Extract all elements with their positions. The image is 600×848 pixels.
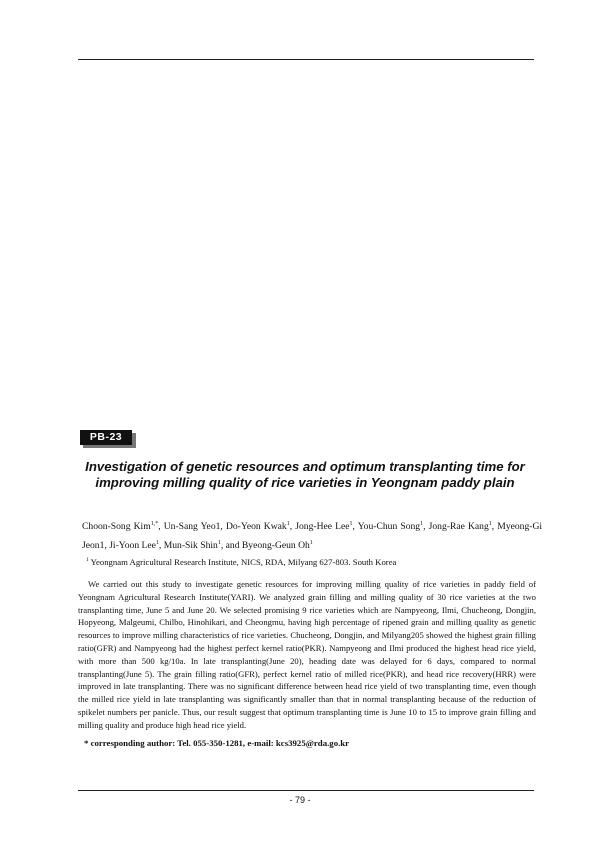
session-badge: PB-23 bbox=[80, 430, 132, 445]
affiliation bbox=[86, 556, 526, 568]
author-affiliation-mark: 1 bbox=[420, 520, 424, 527]
author-name: Myeong-Gi Jeon1 bbox=[82, 521, 543, 551]
affiliation-text: Yeongnam Agricultural Research Institute, NICS, RDA, Milyang 627-803. South Korea bbox=[90, 557, 397, 567]
author-affiliation-mark: 1 bbox=[309, 539, 313, 546]
author-name: Byeong-Geun Oh bbox=[241, 540, 310, 551]
top-rule bbox=[78, 59, 534, 60]
author-affiliation-mark: 1 bbox=[488, 520, 492, 527]
author-name: Do-Yeon Kwak bbox=[225, 521, 287, 532]
author-name: Choon-Song Kim bbox=[82, 521, 151, 532]
author-name: Jong-Hee Lee bbox=[295, 521, 350, 532]
paper-title: Investigation of genetic resources and optimum transplanting time for improving milling quality of rice varieties in Yeongnam paddy plain bbox=[85, 459, 525, 490]
author-affiliation-mark: 1 bbox=[217, 539, 221, 546]
author-list: Choon-Song Kim$^{1,*}$, Un-Sang Yeo1, Do-Yeon Kwak$^1$, Jong-Hee Lee$^1$, You-Chun Song$^1$, Jong-Rae Kang$^1$, Myeong-Gi Jeon1, Ji-Yoon Lee$^1$, Mun-Sik Shin$^1$, and Byeong-Geun Oh$^1$ bbox=[82, 520, 543, 551]
author-affiliation-mark: 1 bbox=[286, 520, 290, 527]
badge-shadow bbox=[83, 445, 136, 448]
author-name: Ji-Yoon Lee bbox=[109, 540, 156, 551]
author-affiliation-mark: 1 bbox=[349, 520, 353, 527]
affiliation-mark: 1 bbox=[86, 557, 89, 564]
author-affiliation-mark: 1,* bbox=[150, 520, 159, 527]
corresponding-author: * corresponding author: Tel. 055-350-1281, e-mail: kcs3925@rda.go.kr bbox=[84, 738, 350, 748]
bottom-rule bbox=[78, 790, 534, 791]
page-number: - 79 - bbox=[289, 795, 311, 805]
author-name: Mun-Sik Shin bbox=[163, 540, 218, 551]
author-affiliation-mark: 1 bbox=[155, 539, 159, 546]
author-name: You-Chun Song bbox=[357, 521, 421, 532]
author-name: Un-Sang Yeo1 bbox=[163, 521, 221, 532]
abstract-body: We carried out this study to investigate genetic resources for improving milling quality of rice varieties in paddy field of Yeongnam Agricultural Research Institute(YARI). We analyzed grain filling and milling quality of 30 rice varieties at the two transplanting time, June 5 and June 20. We selected promising 9 rice varieties which are Nampyeong, Ilmi, Chucheong, Dongjin, Hopyeong, Malgeumi, Chilbo, Hinohikari, and Cheongmu, having high percentage of ripened grain and milling quality as genetic resources to improve milling characteristics of rice varieties. Chucheong, Dongjin, and Milyang205 showed the highest grain filling ratio(GFR) and Nampyeong had the highest perfect kernel ratio(PKR). Nampyeong and Ilmi produced the highest head rice yield, with more than 500 kg/10a. In late transplanting(June 20), heading date was delayed for 6 days, compared to normal transplanting(June 5). The grain filling ratio(GFR), perfect kernel ratio of milled rice(PKR), and head rice recovery(HRR) were improved in late transplanting. There was no significant difference between head rice yield of two transplanting time, even though the milled rice yield in late transplanting was significantly smaller than that in normal transplanting because of the reduction of spikelet numbers per panicle. Thus, our result suggest that optimum transplanting time is June 10 to 15 to improve grain filling and milling quality and produce high head rice yield. bbox=[78, 579, 536, 730]
author-conjunction: and bbox=[225, 540, 240, 551]
author-name: Jong-Rae Kang bbox=[428, 521, 489, 532]
